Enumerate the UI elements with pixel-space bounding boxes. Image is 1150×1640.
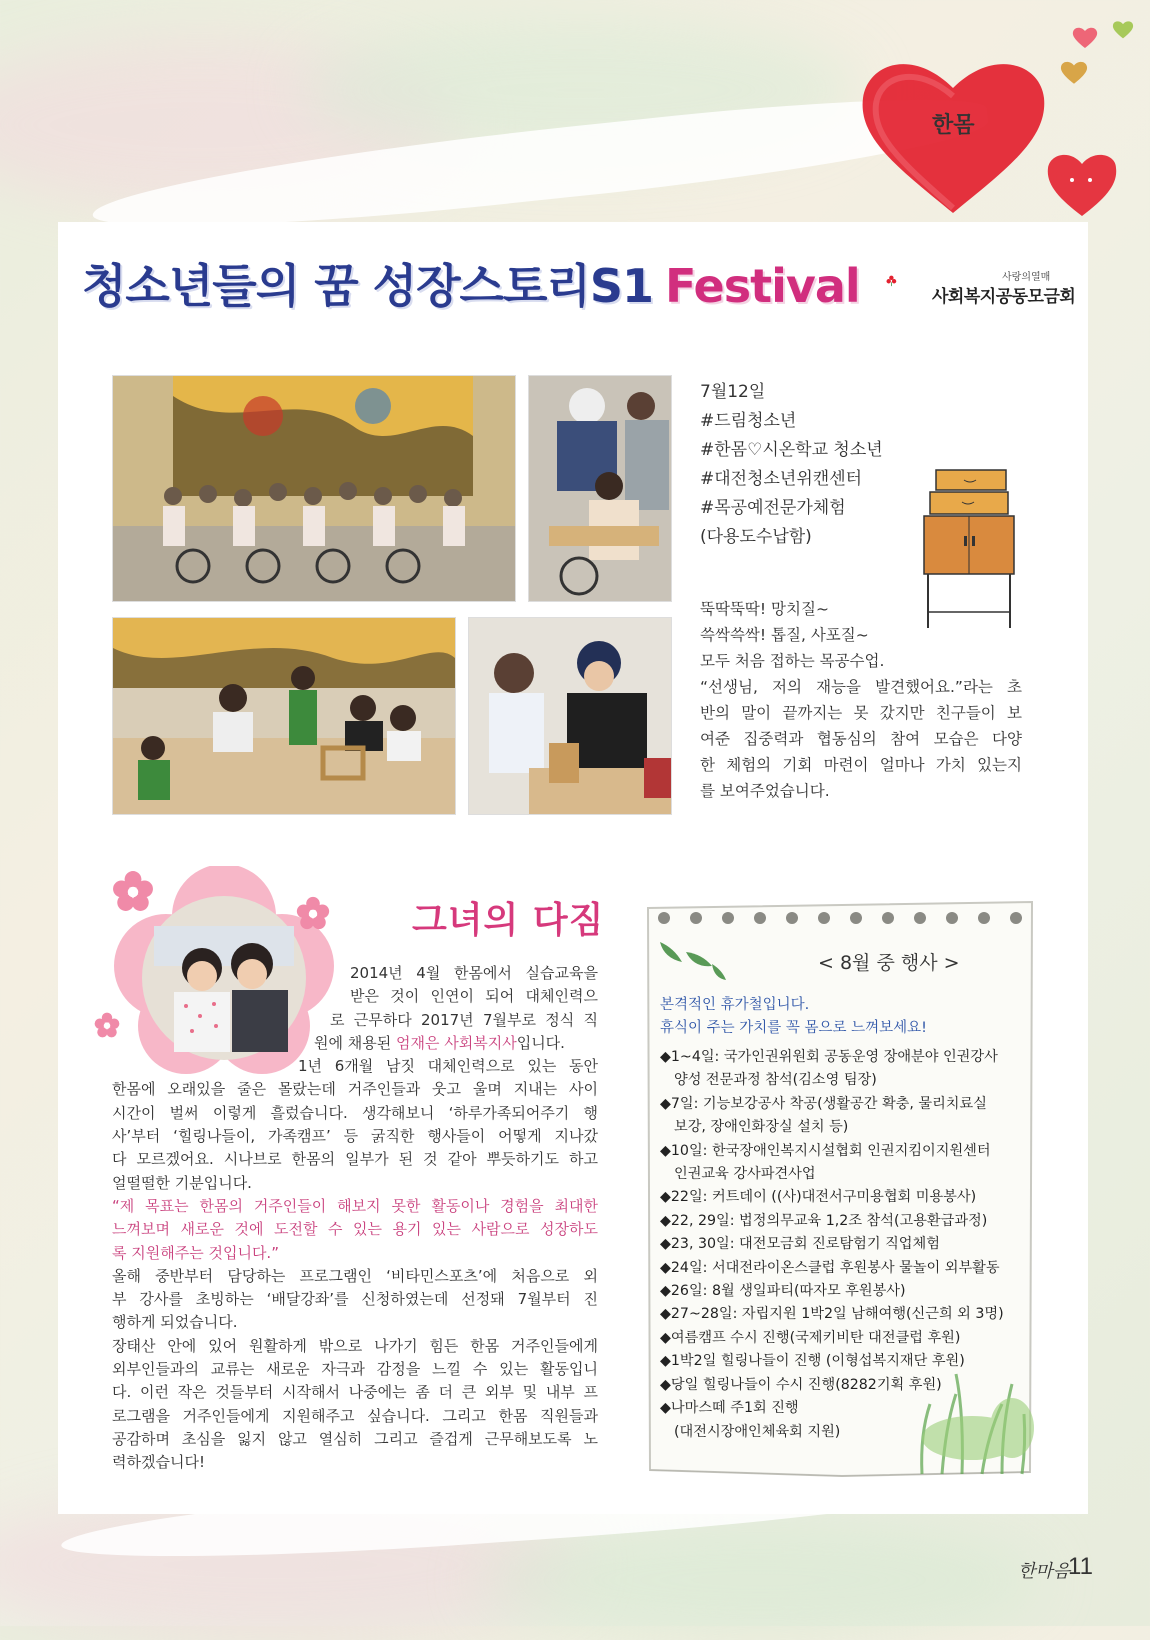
article-line: 한몸에 오래있을 줄은 몰랐는데 거주인들과 웃고 울며 지내는 사이 — [112, 1080, 598, 1099]
quote-line: “제 목표는 한몸의 거주인들이 해보지 못한 활동이나 경험을 최대한 — [112, 1196, 598, 1215]
woodwork-photo-1 — [528, 375, 672, 602]
article-line: 행하게 되었습니다. — [112, 1313, 238, 1332]
love-fruit-logo-icon — [886, 258, 930, 304]
article-line: 공감하며 초심을 잃지 않고 열심히 그리고 즐겁게 근무해보도록 노 — [112, 1429, 598, 1448]
event-tag: #드림청소년 — [700, 411, 797, 431]
article-line: 사’부터 ‘힐링나들이, 가족캠프’ 등 굵직한 행사들이 어떻게 지나갔 — [112, 1127, 598, 1146]
event-item: ◆당일 힐링나들이 수시 진행(8282기획 후원) — [660, 1376, 942, 1393]
article-line: 얼떨떨한 기분입니다. — [112, 1173, 252, 1192]
event-item: ◆27~28일: 자립지원 1박2일 남해여행(신근희 외 3명) — [660, 1306, 1004, 1323]
background-wash — [480, 1520, 1040, 1640]
story-line: 뚝딱뚝딱! 망치질~ — [700, 600, 829, 618]
event-item: ◆23, 30일: 대전모금회 진로탐험기 직업체험 — [660, 1236, 940, 1253]
title-main: 청소년들의 꿈 성장스토리S1 — [82, 259, 653, 313]
august-events-list — [660, 1046, 1040, 1444]
story-line: 여준 집중력과 협동심의 참여 모습은 다양 — [700, 730, 1022, 748]
event-date: 7월12일 — [700, 382, 766, 402]
event-item: ◆여름캠프 수시 진행(국제키비탄 대전클럽 후원) — [660, 1329, 961, 1346]
article-line: 1년 6개월 남짓 대체인력으로 있는 동안 — [298, 1057, 598, 1076]
story-line: 를 보여주었습니다. — [700, 782, 830, 800]
event-item: ◆1박2일 힐링나들이 진행 (이형섭복지재단 후원) — [660, 1353, 965, 1370]
story-line: 반의 말이 끝까지는 못 갔지만 친구들이 보 — [700, 704, 1022, 722]
article-line: 부 강사를 초빙하는 ‘배달강좌’를 신청하였는데 선정돼 7월부터 진 — [112, 1290, 598, 1309]
event-tag: #대전청소년위캔센터 — [700, 469, 863, 489]
event-item: 보강, 장애인화장실 설치 등) — [674, 1119, 849, 1136]
article-line: 2014년 4월 한몸에서 실습교육을 — [350, 964, 598, 982]
tiny-heart-icon — [1060, 60, 1088, 86]
flower-decoration-icon — [296, 896, 330, 930]
event-item: ◆26일: 8월 생일파티(따자모 후원봉사) — [660, 1283, 906, 1300]
article-text: 원에 채용된 — [314, 1033, 396, 1052]
pledge-article — [112, 962, 598, 1475]
tiny-heart-icon — [1112, 20, 1134, 40]
august-events-title: < 8월 중 행사 > — [818, 952, 960, 974]
event-story — [700, 596, 1022, 804]
event-tag: #한몸♡시온학교 청소년 — [700, 440, 883, 460]
sponsor-name: 사회복지공동모금회 — [932, 287, 1076, 307]
event-item: ◆24일: 서대전라이온스클럽 후원봉사 물놀이 외부활동 — [660, 1259, 1000, 1276]
article-line: 시간이 벌써 이렇게 흘렀습니다. 생각해보니 ‘하루가족되어주기 행 — [112, 1103, 598, 1122]
woodwork-photo-2 — [112, 617, 456, 815]
magazine-brand: 한마음 — [1018, 1561, 1071, 1582]
article-line: 로그램을 거주인들에게 지원해주고 싶습니다. 그리고 한몸 직원들과 — [112, 1406, 598, 1425]
event-info — [700, 378, 883, 552]
section-label: 한몸 — [932, 113, 975, 138]
story-line: “선생님, 저의 재능을 발견했어요.”라는 초 — [700, 678, 1022, 696]
article-line: 장태산 안에 있어 원활하게 밖으로 나가기 힘든 한몸 거주인들에게 — [112, 1336, 598, 1355]
flower-decoration-icon — [112, 870, 154, 912]
page-number: 11 — [1068, 1553, 1093, 1580]
event-item: ◆10일: 한국장애인복지시설협회 인권지킴이지원센터 — [660, 1142, 991, 1159]
story-line: 한 체험의 기회 마련이 얼마나 가치 있는지 — [700, 756, 1022, 774]
article-line: 받은 것이 인연이 되어 대체인력으 — [350, 987, 598, 1006]
page-title — [82, 250, 860, 316]
pledge-title: 그녀의 다짐 — [412, 900, 605, 941]
article-line: 다. 이런 작은 것들부터 시작해서 나중에는 좀 더 큰 외부 및 내부 프 — [112, 1383, 598, 1402]
august-intro — [660, 994, 927, 1040]
event-item: 양성 전문과정 참석(김소영 팀장) — [674, 1072, 877, 1089]
article-text: 입니다. — [516, 1033, 565, 1052]
story-line: 쓱싹쓱싹! 톱질, 사포질~ — [700, 626, 869, 644]
quote-line: 록 지원해주는 것입니다.” — [112, 1243, 279, 1262]
article-line: 로 근무하다 2017년 7월부로 정식 직 — [330, 1010, 598, 1029]
staff-name-highlight: 엄재은 사회복지사 — [396, 1033, 517, 1052]
article-line — [314, 1032, 598, 1055]
title-festival: Festival — [664, 259, 860, 313]
event-note: (다용도수납함) — [700, 527, 812, 547]
sponsor-tagline: 사랑의열매 — [1002, 272, 1051, 283]
event-item: ◆1~4일: 국가인권위원회 공동운영 장애분야 인권강사 — [660, 1049, 998, 1065]
event-item: ◆22일: 커트데이 ((사)대전서구미용협회 미용봉사) — [660, 1189, 977, 1206]
group-photo — [112, 375, 516, 602]
woodwork-photo-3 — [468, 617, 672, 815]
article-line: 다 모르겠어요. 시나브로 한몸의 일부가 된 것 같아 뿌듯하기도 하고 — [112, 1150, 598, 1169]
event-item: ◆나마스떼 주1회 진행 — [660, 1400, 799, 1417]
event-item: (대전시장애인체육회 지원) — [674, 1423, 841, 1440]
story-line: 모두 처음 접하는 목공수업. — [700, 652, 885, 670]
event-tag: #목공예전문가체험 — [700, 498, 846, 518]
intro-line: 휴식이 주는 가치를 꼭 몸으로 느껴보세요! — [660, 1020, 927, 1036]
article-line: 외부인들과의 교류는 새로운 자극과 감정을 느낄 수 있는 활동입니 — [112, 1360, 598, 1379]
article-line: 력하겠습니다! — [112, 1453, 205, 1472]
event-item: 인권교육 강사파견사업 — [674, 1166, 816, 1183]
article-line: 올해 중반부터 담당하는 프로그램인 ‘비타민스포츠’에 처음으로 외 — [112, 1266, 598, 1285]
event-item: ◆7일: 기능보강공사 착공(생활공간 확충, 물리치료실 — [660, 1095, 987, 1112]
small-heart-icon — [1044, 150, 1120, 220]
event-item: ◆22, 29일: 법정의무교육 1,2조 참석(고용환급과정) — [660, 1212, 988, 1229]
quote-line: 느껴보며 새로운 것에 도전할 수 있는 용기 있는 사람으로 성장하도 — [112, 1220, 598, 1239]
tiny-heart-icon — [1072, 26, 1098, 50]
intro-line: 본격적인 휴가철입니다. — [660, 997, 810, 1013]
